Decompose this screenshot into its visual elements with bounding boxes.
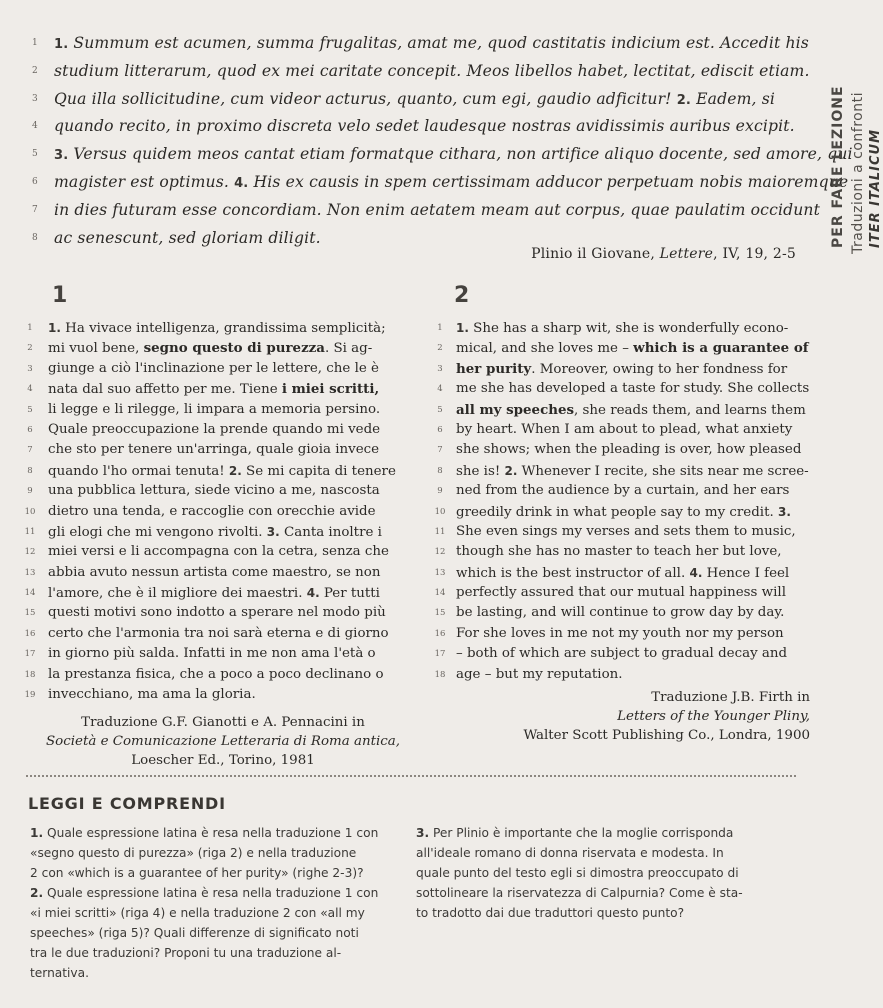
- translation-2-label: 2: [454, 283, 470, 308]
- translation-text: l'amore, che è il migliore dei maestri. 4. Per tutti: [48, 586, 380, 602]
- translation-text: age – but my reputation.: [456, 666, 623, 682]
- question-line: [30, 943, 420, 963]
- translation-line: [20, 359, 420, 379]
- paragraph-number: 4.: [234, 175, 249, 191]
- translation-line: [430, 563, 810, 583]
- translation-line: [20, 338, 420, 358]
- line-number: 9: [27, 486, 33, 497]
- line-number: 5: [32, 149, 38, 160]
- side-tab-series: ITER ITALICUM: [868, 128, 883, 248]
- translation-text: mi vuol bene, segno questo di purezza. Si ag-: [48, 340, 373, 357]
- question-line: [30, 823, 420, 843]
- latin-text: Eadem, si: [691, 89, 776, 108]
- question-number: 2.: [30, 886, 44, 900]
- translation-text: gli elogi che mi vengono rivolti. 3. Canta inoltre i: [48, 524, 382, 540]
- line-number: 17: [434, 649, 446, 660]
- line-number: 13: [434, 567, 446, 578]
- translation-text: questi motivi sono indotto a sperare nel modo più: [48, 605, 386, 621]
- question-text: speeches» (riga 5)? Quali differenze di significato noti: [30, 926, 359, 940]
- paragraph-number: 1.: [54, 37, 69, 52]
- translation-text: greedily drink in what people say to my credit. 3.: [456, 504, 791, 520]
- translation-text: dietro una tenda, e raccoglie con orecchie avide: [48, 503, 376, 519]
- translation-text: abbia avuto nessun artista come maestro, se non: [48, 564, 381, 580]
- question-text: all'ideale romano di donna riservata e modesta. In: [416, 846, 724, 860]
- section-heading: LEGGI E COMPRENDI: [28, 794, 226, 813]
- translation-text: she is! 2. Whenever I recite, she sits near me scree-: [456, 463, 809, 479]
- line-number: 11: [434, 526, 446, 537]
- translation-line: [20, 400, 420, 420]
- line-number: 6: [32, 176, 38, 187]
- side-tab-title: PER FARE LEZIONE: [830, 85, 846, 248]
- translation-line: [20, 583, 420, 603]
- translation-line: [430, 461, 810, 481]
- line-number: 19: [24, 690, 36, 701]
- translation-text: me she has developed a taste for study. She collects: [456, 381, 810, 397]
- translation-line: [430, 379, 810, 399]
- translation-line: [430, 502, 810, 522]
- line-number: 14: [24, 588, 36, 599]
- question-text: «segno questo di purezza» (riga 2) e nella traduzione: [30, 846, 357, 860]
- question-line: [416, 903, 806, 923]
- question-text: Per Plinio è importante che la moglie corrisponda: [429, 826, 734, 840]
- line-number: 1: [437, 323, 443, 333]
- translation-line: [20, 665, 420, 685]
- source-ref: , IV, 19, 2-5: [713, 246, 796, 262]
- latin-line: [24, 197, 821, 225]
- question-line: [416, 863, 806, 883]
- translation-line: [430, 624, 810, 644]
- line-number: 12: [24, 547, 36, 558]
- translation-text: Quale preoccupazione la prende quando mi vede: [48, 421, 381, 437]
- question-text: sottolineare la riservatezza di Calpurnia? Come è sta-: [416, 886, 743, 900]
- translation-text: perfectly assured that our mutual happiness will: [456, 585, 786, 601]
- translation-text: 1. Ha vivace intelligenza, grandissima semplicità;: [48, 321, 386, 336]
- translation-line: [430, 542, 810, 562]
- translation-line: [430, 420, 810, 440]
- translation-line: [20, 644, 420, 664]
- side-tab: [818, 36, 883, 268]
- translation-text: li legge e li rilegge, li impara a memoria persino.: [48, 401, 381, 417]
- line-number: 18: [24, 669, 36, 680]
- line-number: 7: [437, 445, 443, 456]
- latin-line: [24, 86, 804, 114]
- translation-text: though she has no master to teach her but love,: [456, 544, 782, 560]
- translation-1-label: 1: [52, 283, 68, 308]
- latin-source: [531, 246, 796, 262]
- question-number: 3.: [416, 826, 430, 840]
- latin-text: Versus quidem meos cantat etiam formatque cithara, non artifice aliquo docente, sed amore, qui: [68, 145, 853, 164]
- credit-book: Società e Comunicazione Letteraria di Roma antica,: [46, 734, 400, 749]
- translation-line: [430, 359, 810, 379]
- line-number: 16: [24, 628, 36, 639]
- line-number: 9: [437, 486, 443, 497]
- line-number: 14: [434, 588, 446, 599]
- translation-line: [430, 440, 810, 460]
- translation-line: [430, 603, 810, 623]
- latin-text: in dies futuram esse concordiam. Non enim aetatem meam aut corpus, quae paulatim occidunt: [54, 200, 821, 219]
- latin-text: Summum est acumen, summa frugalitas, amat me, quod castitatis indicium est. Accedit his: [68, 34, 809, 52]
- section-divider: [26, 775, 796, 777]
- translation-text: ned from the audience by a curtain, and her ears: [456, 483, 790, 499]
- line-number: 1: [27, 323, 33, 333]
- translation-text: una pubblica lettura, siede vicino a me, nascosta: [48, 483, 380, 499]
- line-number: 4: [437, 384, 443, 395]
- line-number: 12: [434, 547, 446, 558]
- line-number: 3: [32, 93, 38, 104]
- translation-line: [20, 542, 420, 562]
- question-line: [30, 843, 420, 863]
- translation-line: [20, 379, 420, 399]
- translation-line: [20, 502, 420, 522]
- credit-line: Walter Scott Publishing Co., Londra, 1900: [523, 728, 810, 743]
- line-number: 3: [27, 363, 33, 374]
- question-line: [416, 883, 806, 903]
- translation-line: [430, 481, 810, 501]
- translation-text: miei versi e li accompagna con la cetra, senza che: [48, 544, 389, 560]
- question-text: 2 con «which is a guarantee of her purity» (righe 2-3)?: [30, 866, 364, 880]
- question-line: [416, 823, 806, 843]
- translation-line: [20, 603, 420, 623]
- question-1: [30, 823, 420, 883]
- line-number: 3: [437, 363, 443, 374]
- source-author: Plinio il Giovane,: [531, 246, 660, 262]
- latin-text: studium litterarum, quod ex mei caritate concepit. Meos libellos habet, lectitat, ediscit etiam.: [54, 61, 810, 80]
- line-number: 15: [24, 608, 36, 619]
- translation-text: – both of which are subject to gradual decay and: [456, 646, 788, 662]
- line-number: 2: [32, 65, 38, 76]
- latin-line: [24, 113, 804, 141]
- question-line: [416, 843, 806, 863]
- latin-text: ac senescunt, sed gloriam diligit.: [54, 228, 321, 247]
- translation-text: be lasting, and will continue to grow day by day.: [456, 605, 785, 621]
- question-line: [30, 883, 420, 903]
- translation-line: [20, 318, 420, 338]
- translation-text: 1. She has a sharp wit, she is wonderfully econo-: [456, 321, 789, 336]
- credit-line: Loescher Ed., Torino, 1981: [131, 753, 315, 768]
- latin-line: [24, 141, 853, 169]
- line-number: 7: [32, 204, 38, 215]
- translation-line: [20, 481, 420, 501]
- translation-line: [20, 685, 420, 705]
- line-number: 5: [437, 404, 443, 415]
- question-text: to tradotto dai due traduttori questo punto?: [416, 906, 685, 920]
- translation-line: [20, 624, 420, 644]
- question-line: [30, 903, 420, 923]
- translation-text: all my speeches, she reads them, and learns them: [456, 401, 806, 418]
- translation-text: nata dal suo affetto per me. Tiene i miei scritti,: [48, 381, 380, 398]
- translation-text: che sto per tenere un'arringa, quale gioia invece: [48, 442, 380, 458]
- latin-line: [24, 30, 809, 58]
- line-number: 8: [32, 232, 38, 243]
- translation-line: [430, 400, 810, 420]
- line-number: 16: [434, 628, 446, 639]
- line-number: 6: [27, 424, 33, 435]
- latin-line: [24, 58, 810, 86]
- translation-text: mical, and she loves me – which is a guarantee of: [456, 340, 809, 357]
- paragraph-number: 2.: [676, 92, 692, 108]
- translation-line: [20, 440, 420, 460]
- italian-translation: [20, 318, 420, 705]
- translation-line: [430, 644, 810, 664]
- question-text: ternativa.: [30, 966, 89, 980]
- credit-italian: [28, 713, 418, 770]
- credit-english: [490, 688, 810, 745]
- line-number: 6: [437, 424, 443, 435]
- translation-text: certo che l'armonia tra noi sarà eterna e di giorno: [48, 625, 389, 641]
- question-2: [30, 883, 420, 983]
- question-text: Quale espressione latina è resa nella traduzione 1 con: [43, 886, 379, 900]
- translation-line: [430, 665, 810, 685]
- translation-line: [20, 522, 420, 542]
- line-number: 15: [434, 608, 446, 619]
- translation-line: [20, 563, 420, 583]
- latin-text: His ex causis in spem certissimam adducor perpetuam nobis maioremque: [248, 172, 849, 191]
- translation-line: [430, 583, 810, 603]
- translation-line: [430, 318, 810, 338]
- translation-text: by heart. When I am about to plead, what anxiety: [456, 421, 793, 437]
- credit-book: Letters of the Younger Pliny,: [617, 709, 810, 724]
- line-number: 10: [24, 506, 36, 517]
- translation-text: invecchiano, ma ama la gloria.: [48, 687, 256, 703]
- translation-text: her purity. Moreover, owing to her fondness for: [456, 360, 788, 377]
- source-work: Lettere: [659, 246, 714, 262]
- translation-line: [430, 522, 810, 542]
- translation-text: giunge a ciò l'inclinazione per le lettere, che le è: [48, 360, 379, 376]
- translation-line: [20, 461, 420, 481]
- translation-text: in giorno più salda. Infatti in me non ama l'età o: [48, 646, 376, 662]
- line-number: 4: [32, 121, 38, 132]
- question-line: [30, 963, 420, 983]
- line-number: 2: [27, 343, 33, 354]
- question-3: [416, 823, 806, 923]
- line-number: 7: [27, 445, 33, 456]
- line-number: 1: [32, 38, 38, 48]
- translation-text: she shows; when the pleading is over, how pleased: [456, 442, 802, 458]
- translation-text: which is the best instructor of all. 4. Hence I feel: [456, 565, 790, 581]
- latin-text: magister est optimus.: [54, 172, 235, 191]
- paragraph-number: 3.: [54, 148, 69, 164]
- line-number: 10: [434, 506, 446, 517]
- line-number: 2: [437, 343, 443, 354]
- line-number: 4: [27, 384, 33, 395]
- question-text: quale punto del testo egli si dimostra preoccupato di: [416, 866, 739, 880]
- line-number: 13: [24, 567, 36, 578]
- side-tab-subtitle: Traduzioni a confronti: [850, 92, 866, 254]
- question-text: tra le due traduzioni? Proponi tu una traduzione al-: [30, 946, 342, 960]
- line-number: 11: [24, 526, 36, 537]
- translation-line: [430, 338, 810, 358]
- credit-line: Traduzione J.B. Firth in: [651, 690, 810, 705]
- line-number: 18: [434, 669, 446, 680]
- latin-line: [24, 169, 849, 197]
- translation-text: quando l'ho ormai tenuta! 2. Se mi capita di tenere: [48, 463, 396, 479]
- line-number: 8: [437, 465, 443, 476]
- translation-text: la prestanza fisica, che a poco a poco declinano o: [48, 666, 384, 682]
- translation-line: [20, 420, 420, 440]
- translation-text: She even sings my verses and sets them to music,: [456, 523, 796, 539]
- credit-line: Traduzione G.F. Gianotti e A. Pennacini in: [81, 715, 365, 730]
- english-translation: [430, 318, 810, 685]
- line-number: 8: [27, 465, 33, 476]
- latin-text: Qua illa sollicitudine, cum videor acturus, quanto, cum egi, gaudio adficitur!: [54, 89, 677, 108]
- line-number: 17: [24, 649, 36, 660]
- question-text: «i miei scritti» (riga 4) e nella traduzione 2 con «all my: [30, 906, 365, 920]
- translation-text: For she loves in me not my youth nor my person: [456, 625, 784, 641]
- latin-text: quando recito, in proximo discreta velo sedet laudesque nostras avidissimis auribus excipit.: [54, 117, 795, 136]
- question-line: [30, 923, 420, 943]
- question-text: Quale espressione latina è resa nella traduzione 1 con: [43, 826, 379, 840]
- question-line: [30, 863, 420, 883]
- line-number: 5: [27, 404, 33, 415]
- question-number: 1.: [30, 826, 44, 840]
